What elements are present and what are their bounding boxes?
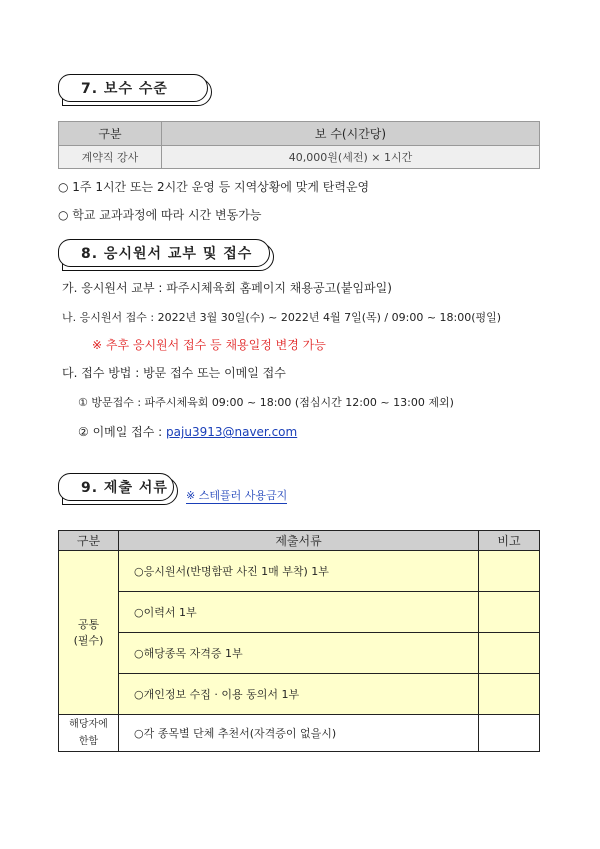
operation-note: ○ 1주 1시간 또는 2시간 운영 등 지역상황에 맞게 탄력운영 xyxy=(58,180,370,194)
receipt-method: 다. 접수 방법 : 방문 접수 또는 이메일 접수 xyxy=(62,366,286,380)
stapler-note: ※ 스테플러 사용금지 xyxy=(186,489,288,502)
pay-cell-role: 계약직 강사 xyxy=(59,146,162,169)
table-row xyxy=(59,551,540,592)
doc-certificate: ○해당종목 자격증 1부 xyxy=(119,633,479,674)
doc-recommendation: ○각 종목별 단체 추천서(자격증이 없을시) xyxy=(119,715,479,752)
application-receipt: 나. 응시원서 접수 : 2022년 3월 30일(수) ~ 2022년 4월 7일(목) / 09:00 ~ 18:00(평일) xyxy=(62,311,502,324)
pay-table xyxy=(58,121,540,169)
email-receipt xyxy=(78,423,297,440)
section-7-title: 7. 보수 수준 xyxy=(58,74,208,102)
section-8-title: 8. 응시원서 교부 및 접수 xyxy=(58,239,270,267)
doc-resume: ○이력서 1부 xyxy=(119,592,479,633)
pay-header-category: 구분 xyxy=(59,122,162,146)
docs-group-common xyxy=(59,551,119,715)
email-label: ② 이메일 접수 : xyxy=(78,425,167,439)
table-row xyxy=(59,592,540,633)
remark-cell xyxy=(479,551,540,592)
remark-cell xyxy=(479,674,540,715)
docs-group-applicable xyxy=(59,715,119,752)
schedule-note: ○ 학교 교과과정에 따라 시간 변동가능 xyxy=(58,208,262,222)
table-row xyxy=(59,674,540,715)
documents-table xyxy=(58,530,540,752)
application-distribution: 가. 응시원서 교부 : 파주시체육회 홈페이지 채용공고(붙임파일) xyxy=(62,281,392,295)
docs-header-documents: 제출서류 xyxy=(119,531,479,551)
docs-group-common-label: 공통 (필수) xyxy=(73,617,104,647)
visit-receipt: ① 방문접수 : 파주시체육회 09:00 ~ 18:00 (점심시간 12:00 ~ 13:00 제외) xyxy=(78,396,454,409)
email-link[interactable]: paju3913@naver.com xyxy=(166,425,298,439)
table-row xyxy=(59,715,540,752)
remark-cell xyxy=(479,715,540,752)
docs-header-category: 구분 xyxy=(59,531,119,551)
remark-cell xyxy=(479,633,540,674)
pay-cell-amount: 40,000원(세전) × 1시간 xyxy=(162,146,540,169)
remark-cell xyxy=(479,592,540,633)
doc-application: ○응시원서(반명함판 사진 1매 부착) 1부 xyxy=(119,551,479,592)
table-row xyxy=(59,146,540,169)
doc-privacy-consent: ○개인정보 수집 · 이용 동의서 1부 xyxy=(119,674,479,715)
section-9-title: 9. 제출 서류 xyxy=(58,473,174,501)
schedule-change-note: ※ 추후 응시원서 접수 등 채용일정 변경 가능 xyxy=(92,338,326,352)
section-7-header xyxy=(58,74,208,102)
section-8-header xyxy=(58,239,270,267)
section-9-header xyxy=(58,473,174,501)
pay-header-amount: 보 수(시간당) xyxy=(162,122,540,146)
docs-group-applicable-label: 해당자에 한함 xyxy=(69,719,108,747)
docs-header-remarks: 비고 xyxy=(479,531,540,551)
table-row xyxy=(59,633,540,674)
